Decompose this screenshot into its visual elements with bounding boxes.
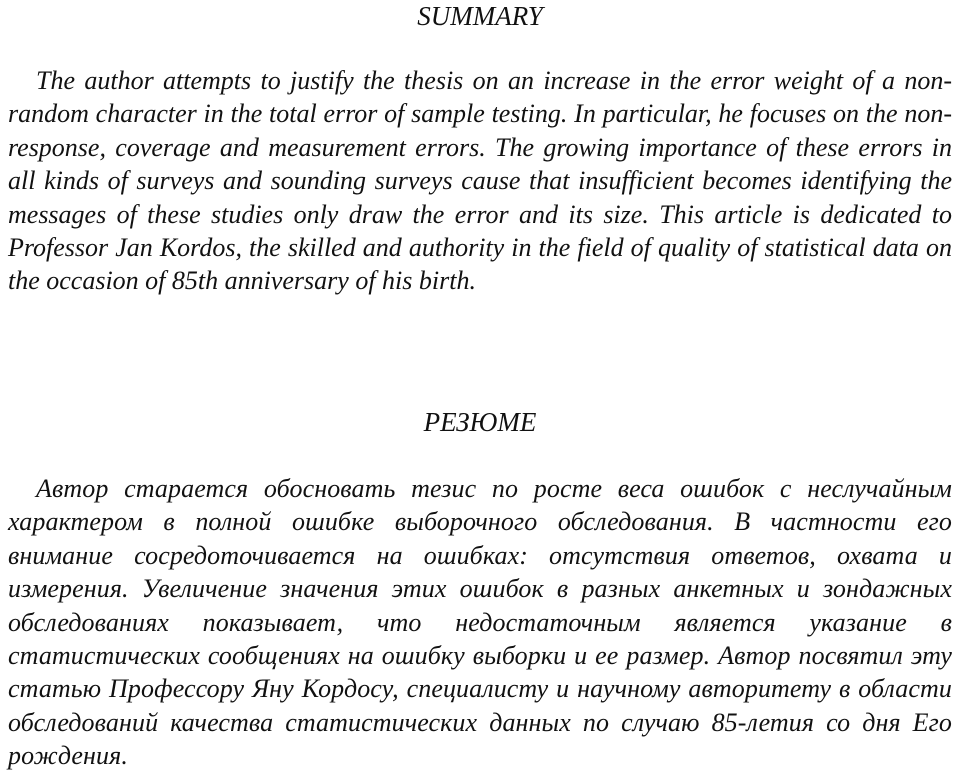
summary-paragraph: The author attempts to justify the thesis on an increase in the error weight of a non-random character in the total error of sample testing. In particular, he focuses on the non-response, coverage and measurement errors. The growing importance of these errors in all kinds of surveys and sounding surveys cause that insufficient becomes identifying the messages of these studies only draw the error and its size. This article is dedicated to Professor Jan Kordos, the skilled and authority in the field of quality of statistical data on the occasion of 85th anniversary of his birth.	[8, 66, 952, 296]
resume-heading: РЕЗЮМЕ	[423, 407, 537, 437]
resume-paragraph: Автор старается обосновать тезис по росте веса ошибок с неслучайным характером в полной ошибке выборочного обследования. В частности его внимание сосредоточивается на ошибках: отсутствия ответов, охвата и измерения. Увеличение значения этих ошибок в разных анкетных и зондажных обследованиях показывает, что недостаточным является указание в статистических сообщениях на ошибку выборки и ее размер. Автор посвятил эту статью Профессору Яну Кордосу, специалисту и научному авторитету в области обследований качества статистических данных по случаю 85-летия со дня Его рождения.	[8, 474, 952, 771]
summary-heading: SUMMARY	[417, 1, 543, 31]
